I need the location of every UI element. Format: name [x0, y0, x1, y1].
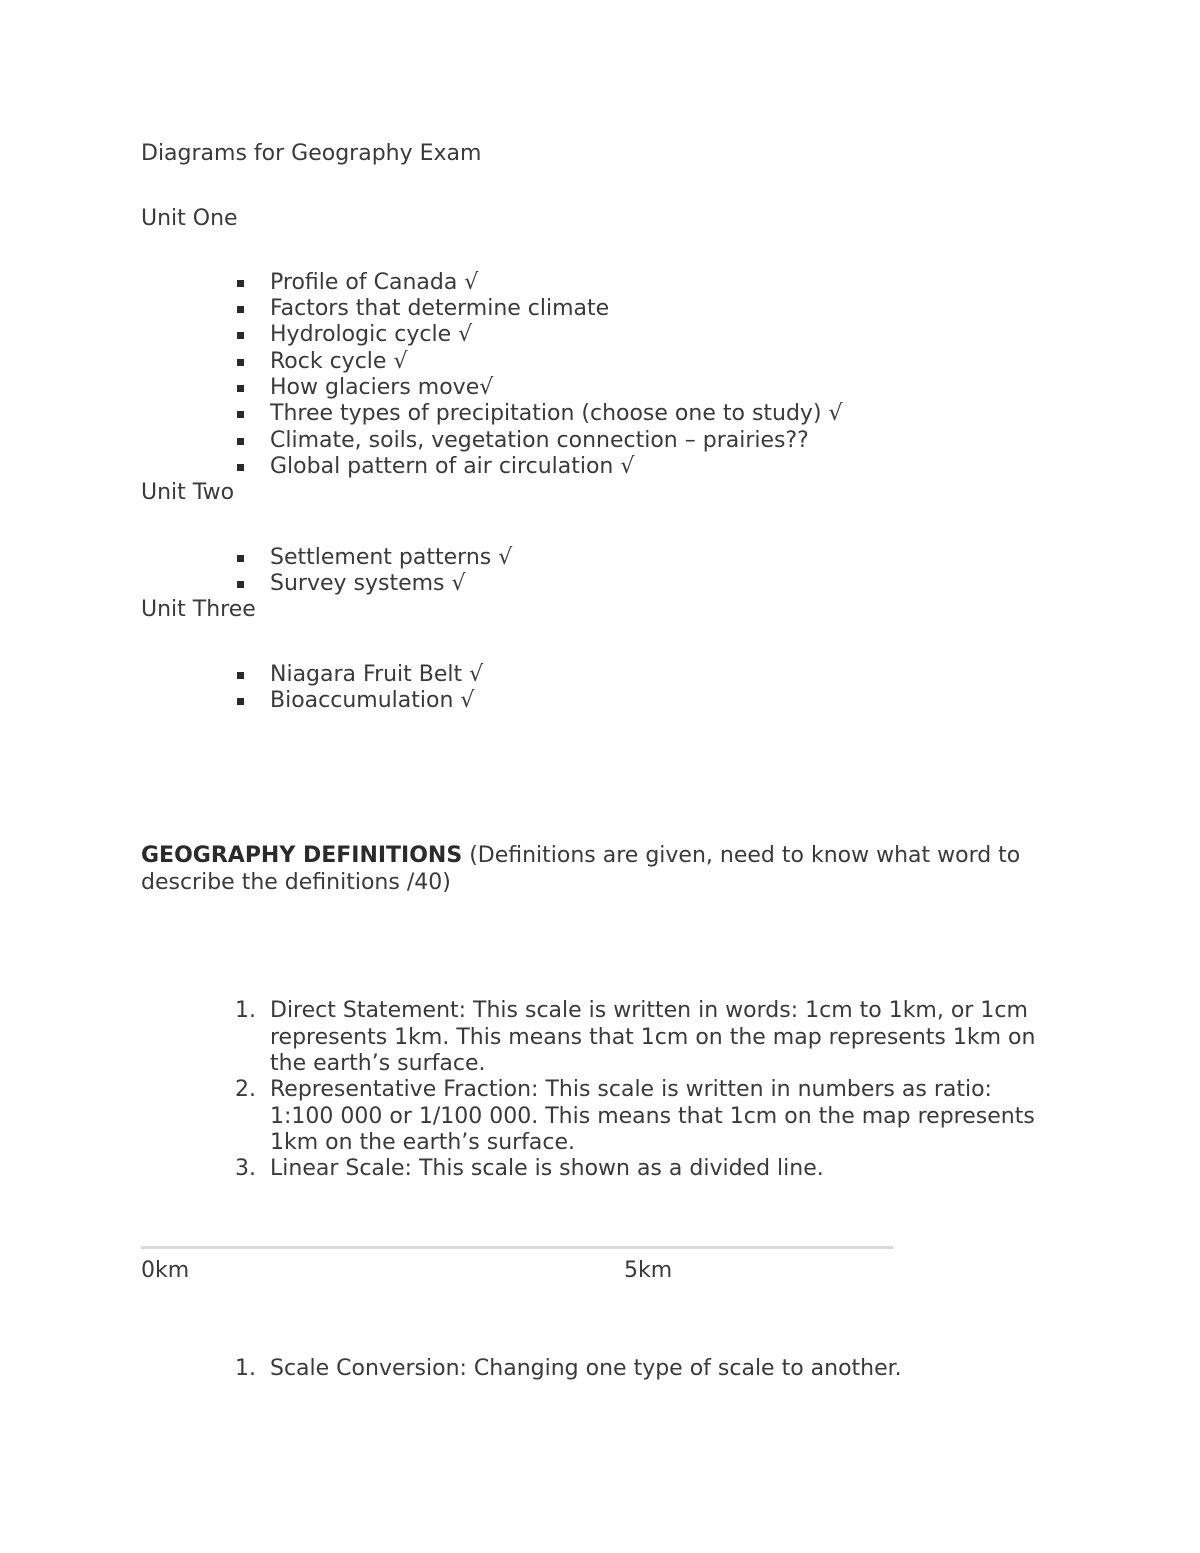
scale-label-start: 0km — [141, 1258, 190, 1283]
scale-label-end: 5km — [624, 1258, 673, 1283]
definition-line: 1km on the earth’s surface. — [270, 1130, 576, 1155]
bullet-icon — [237, 306, 244, 313]
list-item: Global pattern of air circulation √ — [270, 454, 635, 479]
list-number: 2. — [235, 1077, 256, 1102]
bullet-icon — [237, 581, 244, 588]
definitions-heading-bold: GEOGRAPHY DEFINITIONS — [141, 843, 463, 868]
unit-two-heading: Unit Two — [141, 480, 235, 505]
list-item: Survey systems √ — [270, 571, 466, 596]
list-item: Climate, soils, vegetation connection – prairies?? — [270, 428, 809, 453]
list-item: Hydrologic cycle √ — [270, 322, 473, 347]
bullet-icon — [237, 438, 244, 445]
definitions-heading-rest: (Definitions are given, need to know what word to — [462, 843, 1021, 868]
definition-line: 1:100 000 or 1/100 000. This means that 1cm on the map represents — [270, 1104, 1035, 1129]
list-item: Three types of precipitation (choose one to study) √ — [270, 401, 843, 426]
list-number: 1. — [235, 1356, 256, 1381]
bullet-icon — [237, 464, 244, 471]
unit-one-heading: Unit One — [141, 206, 238, 231]
bullet-icon — [237, 672, 244, 679]
definitions-heading — [141, 843, 1020, 869]
definition-line: the earth’s surface. — [270, 1051, 486, 1076]
bullet-icon — [237, 555, 244, 562]
list-item: How glaciers move√ — [270, 375, 494, 400]
linear-scale-line — [141, 1246, 893, 1249]
bullet-icon — [237, 359, 244, 366]
bullet-icon — [237, 332, 244, 339]
page-title: Diagrams for Geography Exam — [141, 141, 482, 166]
definition-line: represents 1km. This means that 1cm on the map represents 1km on — [270, 1025, 1036, 1050]
definition-line: Scale Conversion: Changing one type of scale to another. — [270, 1356, 902, 1381]
list-number: 3. — [235, 1156, 256, 1181]
definition-line: Linear Scale: This scale is shown as a divided line. — [270, 1156, 824, 1181]
definition-line: Representative Fraction: This scale is written in numbers as ratio: — [270, 1077, 992, 1102]
list-item: Bioaccumulation √ — [270, 688, 475, 713]
list-item: Niagara Fruit Belt √ — [270, 662, 484, 687]
definition-line: Direct Statement: This scale is written in words: 1cm to 1km, or 1cm — [270, 998, 1028, 1023]
bullet-icon — [237, 698, 244, 705]
bullet-icon — [237, 411, 244, 418]
bullet-icon — [237, 280, 244, 287]
bullet-icon — [237, 385, 244, 392]
unit-three-heading: Unit Three — [141, 597, 256, 622]
list-item: Profile of Canada √ — [270, 270, 479, 295]
list-item: Rock cycle √ — [270, 349, 408, 374]
list-item: Settlement patterns √ — [270, 545, 513, 570]
list-number: 1. — [235, 998, 256, 1023]
definitions-heading-line2: describe the definitions /40) — [141, 870, 451, 895]
list-item: Factors that determine climate — [270, 296, 610, 321]
